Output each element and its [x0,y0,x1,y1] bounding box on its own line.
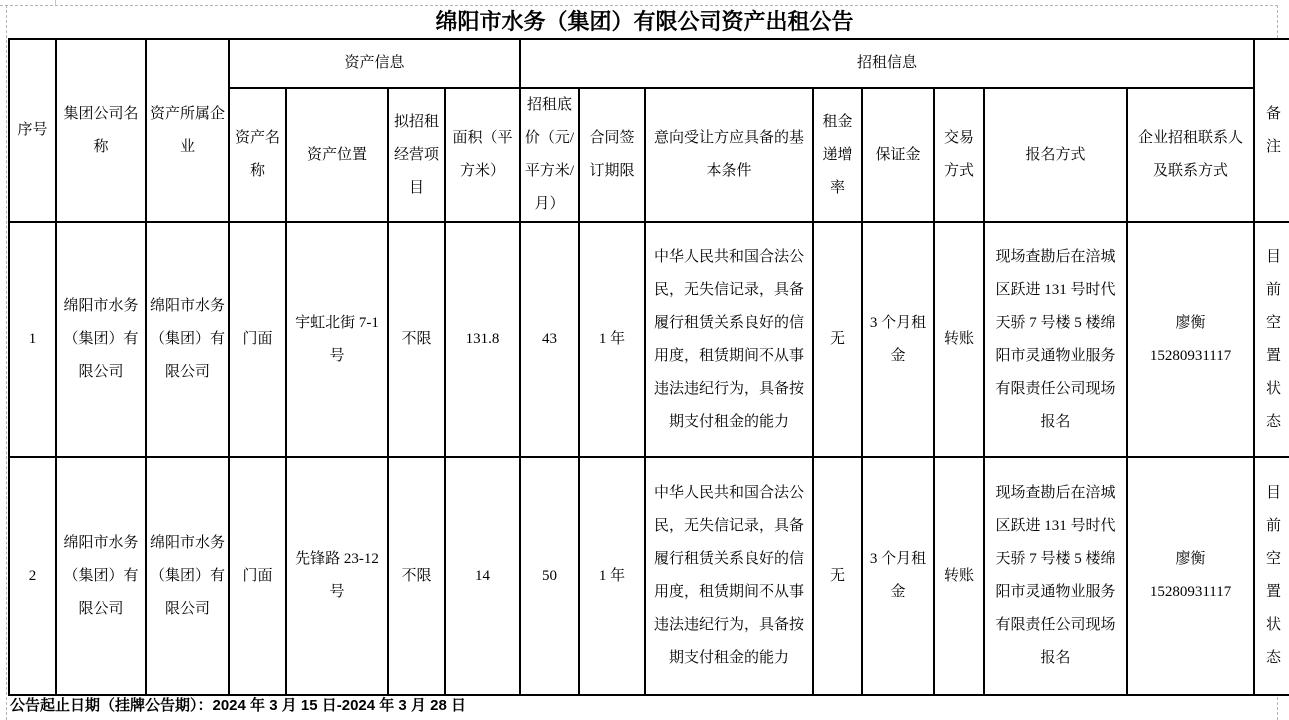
header-deposit: 保证金 [862,88,934,222]
cell-conditions: 中华人民共和国合法公民，无失信记录，具备履行租赁关系良好的信用度，租赁期间不从事违法违纪行为，具备按期支付租金的能力 [645,457,813,695]
table-row [9,222,1289,457]
contact-phone: 15280931117 [1149,347,1232,364]
cell-company: 绵阳市水务（集团）有限公司 [56,222,146,457]
cell-signup: 现场查勘后在涪城区跃进 131 号时代天骄 7 号楼 5 楼绵阳市灵通物业服务有限责任公司现场报名 [984,457,1127,695]
cell-owner: 绵阳市水务（集团）有限公司 [146,457,229,695]
header-remark: 备注 [1254,39,1289,222]
header-increase: 租金递增率 [813,88,862,222]
gridline-tick [55,0,56,5]
cell-term: 1 年 [579,457,645,695]
cell-asset-name: 门面 [229,457,286,695]
cell-seq: 2 [9,457,56,695]
cell-remark: 目前空置状态 [1254,457,1289,695]
cell-payment: 转账 [934,457,984,695]
header-term: 合同签订期限 [579,88,645,222]
table-row [9,457,1289,695]
page-break-line-left [6,5,7,720]
header-contact: 企业招租联系人及联系方式 [1127,88,1254,222]
cell-increase: 无 [813,222,862,457]
cell-increase: 无 [813,457,862,695]
cell-payment: 转账 [934,222,984,457]
cell-area: 14 [445,457,520,695]
cell-base-price: 43 [520,222,579,457]
cell-business: 不限 [388,457,445,695]
header-rental-info-group: 招租信息 [520,39,1254,88]
cell-seq: 1 [9,222,56,457]
cell-company: 绵阳市水务（集团）有限公司 [56,457,146,695]
announcement-table [8,38,1289,696]
header-company: 集团公司名称 [56,39,146,222]
header-business: 拟招租经营项目 [388,88,445,222]
header-owner: 资产所属企业 [146,39,229,222]
header-location: 资产位置 [286,88,388,222]
cell-remark: 目前空置状态 [1254,222,1289,457]
cell-deposit: 3 个月租金 [862,222,934,457]
header-base-price: 招租底价（元/平方米/月） [520,88,579,222]
cell-area: 131.8 [445,222,520,457]
cell-contact [1127,457,1254,695]
header-signup: 报名方式 [984,88,1127,222]
header-asset-info-group: 资产信息 [229,39,520,88]
cell-signup: 现场查勘后在涪城区跃进 131 号时代天骄 7 号楼 5 楼绵阳市灵通物业服务有限责任公司现场报名 [984,222,1127,457]
cell-owner: 绵阳市水务（集团）有限公司 [146,222,229,457]
cell-location: 先锋路 23-12 号 [286,457,388,695]
cell-business: 不限 [388,222,445,457]
cell-asset-name: 门面 [229,222,286,457]
announcement-period: 公告起止日期（挂牌公告期）：2024 年 3 月 15 日-2024 年 3 月 28 日 [10,697,466,714]
cell-contact [1127,222,1254,457]
page-title: 绵阳市水务（集团）有限公司资产出租公告 [435,9,854,34]
header-seq: 序号 [9,39,56,222]
header-payment: 交易方式 [934,88,984,222]
cell-base-price: 50 [520,457,579,695]
contact-name: 廖衡 [1175,551,1206,567]
header-group-row [9,39,1289,88]
cell-deposit: 3 个月租金 [862,457,934,695]
cell-term: 1 年 [579,222,645,457]
header-asset-name: 资产名称 [229,88,286,222]
cell-conditions: 中华人民共和国合法公民，无失信记录，具备履行租赁关系良好的信用度，租赁期间不从事违法违纪行为，具备按期支付租金的能力 [645,222,813,457]
header-conditions: 意向受让方应具备的基本条件 [645,88,813,222]
cell-location: 宇虹北街 7-1 号 [286,222,388,457]
header-area: 面积（平方米） [445,88,520,222]
contact-phone: 15280931117 [1149,584,1232,600]
contact-name: 廖衡 [1175,314,1206,331]
